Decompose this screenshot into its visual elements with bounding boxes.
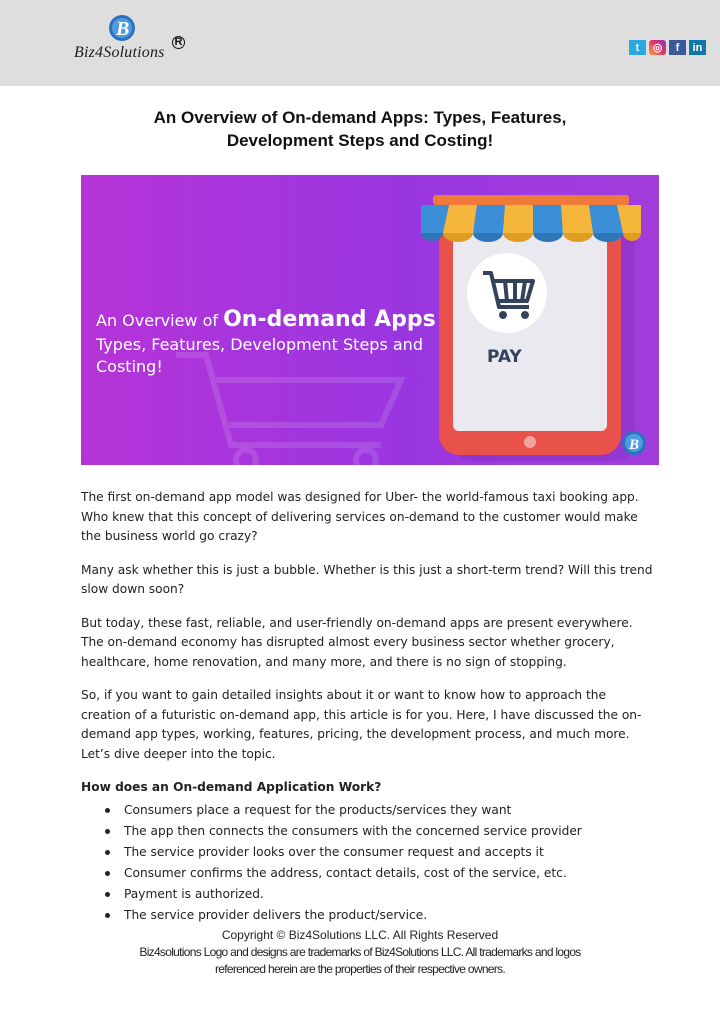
social-links <box>629 40 706 55</box>
svg-text:B: B <box>116 18 130 40</box>
list-item: Consumer confirms the address, contact details, cost of the service, etc. <box>124 863 659 884</box>
title-line-2: Development Steps and Costing! <box>226 131 494 150</box>
list-item: The service provider delivers the product/service. <box>124 905 659 926</box>
logo-b-icon <box>108 14 136 42</box>
banner-prefix: An Overview of <box>96 311 219 330</box>
banner-line-2: Types, Features, Development Steps and Costing! <box>96 335 423 376</box>
list-item: Consumers place a request for the products/services they want <box>124 800 659 821</box>
twitter-icon[interactable]: t <box>629 40 646 55</box>
pay-label: PAY <box>487 347 522 367</box>
trademark-line-2: referenced herein are the properties of their respective owners. <box>214 962 506 976</box>
article-title <box>90 106 630 152</box>
paragraph: So, if you want to gain detailed insights about it or want to know how to approach the creation of a futuristic on-demand app, this article is for you. Here, I have discussed the on-demand app types, working, features, pricing, the development process, and much more. Let’s dive deeper into the topic. <box>81 688 642 761</box>
logo-text: Biz4Solutions <box>74 44 165 61</box>
article-body <box>81 488 659 926</box>
svg-text:B: B <box>629 437 640 453</box>
paragraph: The first on-demand app model was designed for Uber- the world-famous taxi booking app. Who knew that this concept of delivering services on-demand to the customer would make the business world go crazy? <box>81 490 639 543</box>
banner-highlight: On-demand Apps <box>223 307 436 332</box>
copyright-line: Copyright © Biz4Solutions LLC. All Rights Reserved <box>221 928 499 942</box>
instagram-icon[interactable]: ◎ <box>649 40 666 55</box>
list-item: The app then connects the consumers with the concerned service provider <box>124 821 659 842</box>
banner-line-1 <box>96 307 436 332</box>
banner-text <box>96 307 436 378</box>
linkedin-icon[interactable]: in <box>689 40 706 55</box>
page-header <box>0 0 720 86</box>
bullet-list <box>81 800 659 926</box>
paragraph: Many ask whether this is just a bubble. Whether is this just a short-term trend? Will this trend slow down soon? <box>81 562 653 596</box>
paragraph: But today, these fast, reliable, and user-friendly on-demand apps are present everywhere. The on-demand economy has disrupted almost every business sector whether grocery, healthcare, home renovation, and many more, and there is no sign of stopping. <box>81 615 633 669</box>
facebook-icon[interactable]: f <box>669 40 686 55</box>
registered-mark: R <box>172 36 185 49</box>
section-heading: How does an On-demand Application Work? <box>81 780 382 794</box>
list-item: Payment is authorized. <box>124 884 659 905</box>
biz4solutions-logo[interactable] <box>72 14 192 74</box>
page-footer <box>60 927 660 978</box>
title-line-1: An Overview of On-demand Apps: Types, Features, <box>153 108 567 127</box>
list-item: The service provider looks over the consumer request and accepts it <box>124 842 659 863</box>
hero-banner <box>81 175 659 465</box>
trademark-line: Biz4solutions Logo and designs are trademarks of Biz4Solutions LLC. All trademarks and logos <box>139 945 581 959</box>
